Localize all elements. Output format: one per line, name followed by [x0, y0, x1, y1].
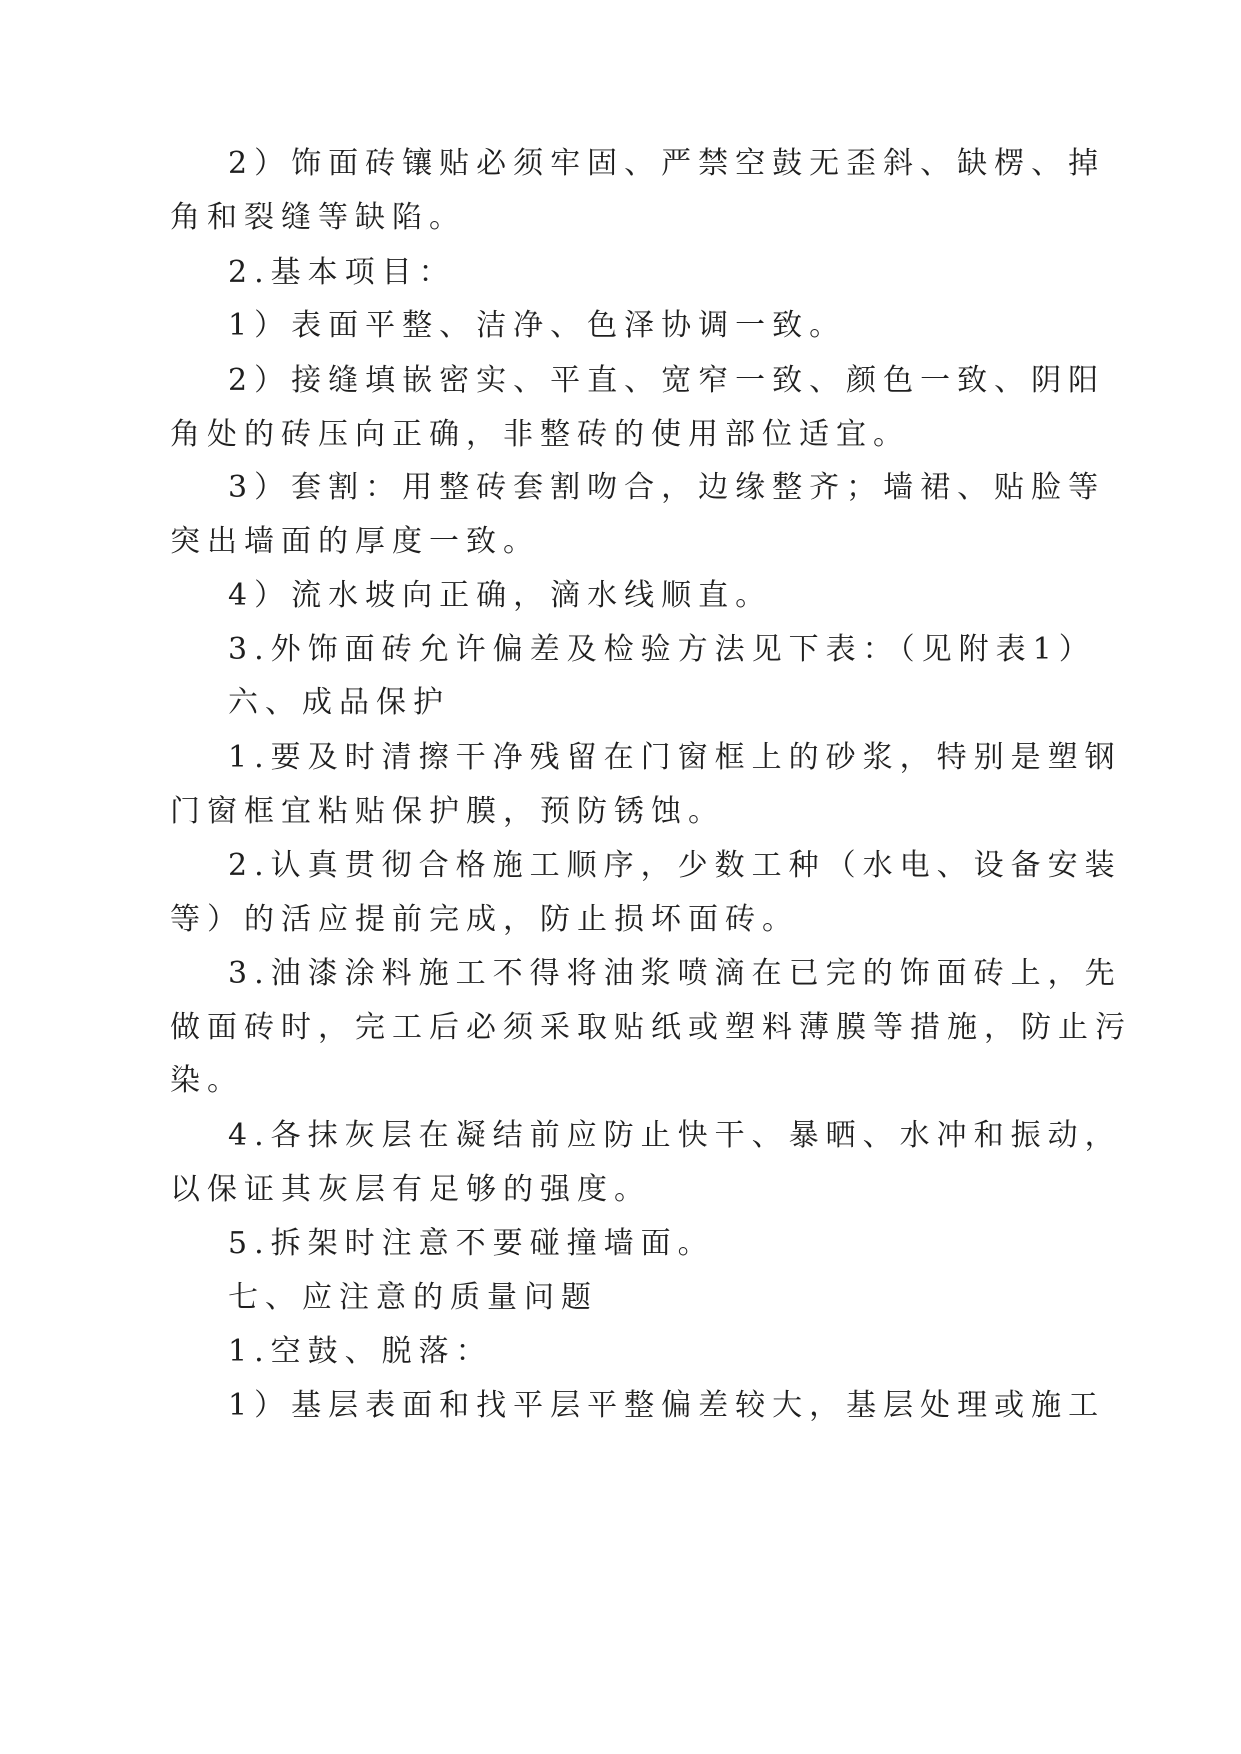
text-line: 2.认真贯彻合格施工顺序，少数工种（水电、设备安装: [228, 848, 1122, 883]
text-line: 3）套割：用整砖套割吻合，边缘整齐；墙裙、贴脸等: [228, 470, 1106, 505]
text-line: 3.外饰面砖允许偏差及检验方法见下表：（见附表1）: [228, 632, 1096, 667]
text-line: 1.空鼓、脱落：: [228, 1334, 493, 1369]
text-line: 做面砖时，完工后必须采取贴纸或塑料薄膜等措施，防止污: [170, 1010, 1132, 1045]
section-heading: 七、应注意的质量问题: [228, 1280, 598, 1315]
text-line: 角处的砖压向正确，非整砖的使用部位适宜。: [170, 417, 910, 452]
text-line: 门窗框宜粘贴保护膜，预防锈蚀。: [170, 794, 725, 829]
text-line: 1）基层表面和找平层平整偏差较大，基层处理或施工: [228, 1388, 1106, 1423]
text-line: 染。: [170, 1063, 244, 1098]
text-line: 角和裂缝等缺陷。: [170, 200, 466, 235]
text-line: 突出墙面的厚度一致。: [170, 524, 540, 559]
text-line: 以保证其灰层有足够的强度。: [170, 1172, 651, 1207]
text-line: 5.拆架时注意不要碰撞墙面。: [228, 1226, 715, 1261]
text-line: 4）流水坡向正确，滴水线顺直。: [228, 578, 773, 613]
section-heading: 2.基本项目：: [228, 255, 456, 290]
text-line: 1）表面平整、洁净、色泽协调一致。: [228, 308, 847, 343]
section-heading: 六、成品保护: [228, 685, 450, 720]
text-line: 2）饰面砖镶贴必须牢固、严禁空鼓无歪斜、缺楞、掉: [228, 146, 1106, 181]
text-line: 4.各抹灰层在凝结前应防止快干、暴晒、水冲和振动，: [228, 1118, 1122, 1153]
text-line: 等）的活应提前完成，防止损坏面砖。: [170, 902, 799, 937]
text-line: 3.油漆涂料施工不得将油浆喷滴在已完的饰面砖上，先: [228, 956, 1122, 991]
text-line: 2）接缝填嵌密实、平直、宽窄一致、颜色一致、阴阳: [228, 363, 1106, 398]
text-line: 1.要及时清擦干净残留在门窗框上的砂浆，特别是塑钢: [228, 740, 1122, 775]
